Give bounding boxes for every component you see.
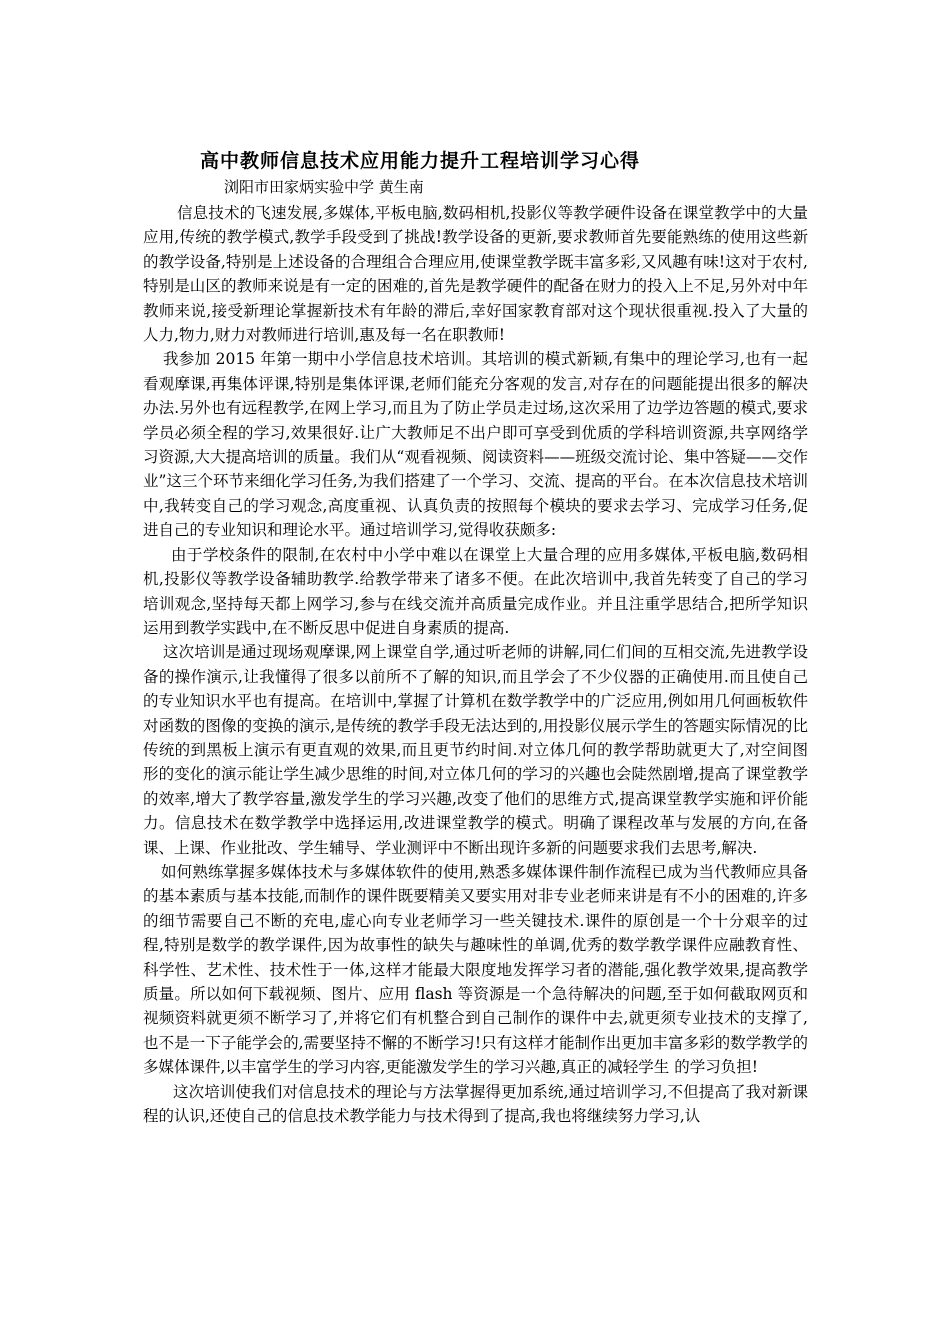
paragraph-6: 这次培训使我们对信息技术的理论与方法掌握得更加系统,通过培训学习,不但提高了我对新课程的认识,还使自己的信息技术教学能力与技术得到了提高,我也将继续努力学习,认 <box>143 1082 808 1126</box>
document-body <box>143 201 808 1128</box>
document-title: 高中教师信息技术应用能力提升工程培训学习心得 <box>199 150 640 172</box>
paragraph-5: 如何熟练掌握多媒体技术与多媒体软件的使用,熟悉多媒体课件制作流程已成为当代教师应具备的基本素质与基本技能,而制作的课件既要精美又要实用对非专业老师来讲是有不小的困难的,许多的细节需要自己不断的充电,虚心向专业老师学习一些关键技术.课件的原创是一个十分艰辛的过程,特别是数学的教学课件,因为故事性的缺失与趣味性的单调,优秀的数学教学课件应融教育性、科学性、艺术性、技术性于一体,这样才能最大限度地发挥学习者的潜能,强化教学效果,提高教学质量。所以如何下载视频、图片、应用 flash 等资源是一个急待解决的问题,至于如何截取网页和视频资料就更须不断学习了,并将它们有机整合到自己制作的课件中去,就更须专业技术的支撑了,也不是一下子能学会的,需要坚持不懈的不断学习!只有这样才能制作出更加丰富多彩的数学教学的多媒体课件,以丰富学生的学习内容,更能激发学生的学习兴趣,真正的减轻学生 的学习负担! <box>143 862 808 1077</box>
paragraph-1: 信息技术的飞速发展,多媒体,平板电脑,数码相机,投影仪等教学硬件设备在课堂教学中的大量应用,传统的教学模式,教学手段受到了挑战!教学设备的更新,要求教师首先要能熟练的使用这些新的教学设备,特别是上述设备的合理组合合理应用,使课堂教学既丰富多彩,又风趣有味!这对于农村,特别是山区的教师来说是有一定的困难的,首先是教学硬件的配备在财力的投入上不足,另外对中年教师来说,接受新理论掌握新技术有年龄的滞后,幸好国家教育部对这个现状很重视.投入了大量的人力,物力,财力对教师进行培训,惠及每一名在职教师! <box>143 204 808 345</box>
paragraph-4: 这次培训是通过现场观摩课,网上课堂自学,通过听老师的讲解,同仁们间的互相交流,先进教学设备的操作演示,让我懂得了很多以前所不了解的知识,而且学会了不少仪器的正确使用.而且使自己的专业知识水平也有提高。在培训中,掌握了计算机在数学教学中的广泛应用,例如用几何画板软件对函数的图像的变换的演示,是传统的教学手段无法达到的,用投影仪展示学生的答题实际情况的比传统的到黑板上演示有更直观的效果,而且更节约时间.对立体几何的教学帮助就更大了,对空间图形的变化的演示能让学生减少思维的时间,对立体几何的学习的兴趣也会陡然剧增,提高了课堂教学的效率,增大了教学容量,激发学生的学习兴趣,改变了他们的思维方式,提高课堂教学实施和评价能力。信息技术在数学教学中选择运用,改进课堂教学的模式。明确了课程改革与发展的方向,在备课、上课、作业批改、学生辅导、学业测评中不断出现许多新的问题要求我们去思考,解决. <box>143 643 808 857</box>
paragraph-2: 我参加 2015 年第一期中小学信息技术培训。其培训的模式新颖,有集中的理论学习,也有一起看观摩课,再集体评课,特别是集体评课,老师们能充分客观的发言,对存在的问题能提出很多的解决办法.另外也有远程教学,在网上学习,而且为了防止学员走过场,这次采用了边学边答题的模式,要求学员必须全程的学习,效果很好.让广大教师足不出户即可享受到优质的学科培训资源,共享网络学习资源,大大提高培训的质量。我们从“观看视频、阅读资料——班级交流讨论、集中答疑——交作业”这三个环节来细化学习任务,为我们搭建了一个学习、交流、提高的平台。在本次信息技术培训中,我转变自己的学习观念,高度重视、认真负责的按照每个模块的要求去学习、完成学习任务,促进自己的专业知识和理论水平。通过培训学习,觉得收获颇多: <box>143 350 808 540</box>
document-author: 浏阳市田家炳实验中学 黄生南 <box>224 178 424 196</box>
paragraph-3: 由于学校条件的限制,在农村中小学中难以在课堂上大量合理的应用多媒体,平板电脑,数码相机,投影仪等教学设备辅助教学.给教学带来了诸多不便。在此次培训中,我首先转变了自己的学习培训观念,坚持每天都上网学习,参与在线交流并高质量完成作业。并且注重学思结合,把所学知识运用到教学实践中,在不断反思中促进自身素质的提高. <box>143 545 808 637</box>
